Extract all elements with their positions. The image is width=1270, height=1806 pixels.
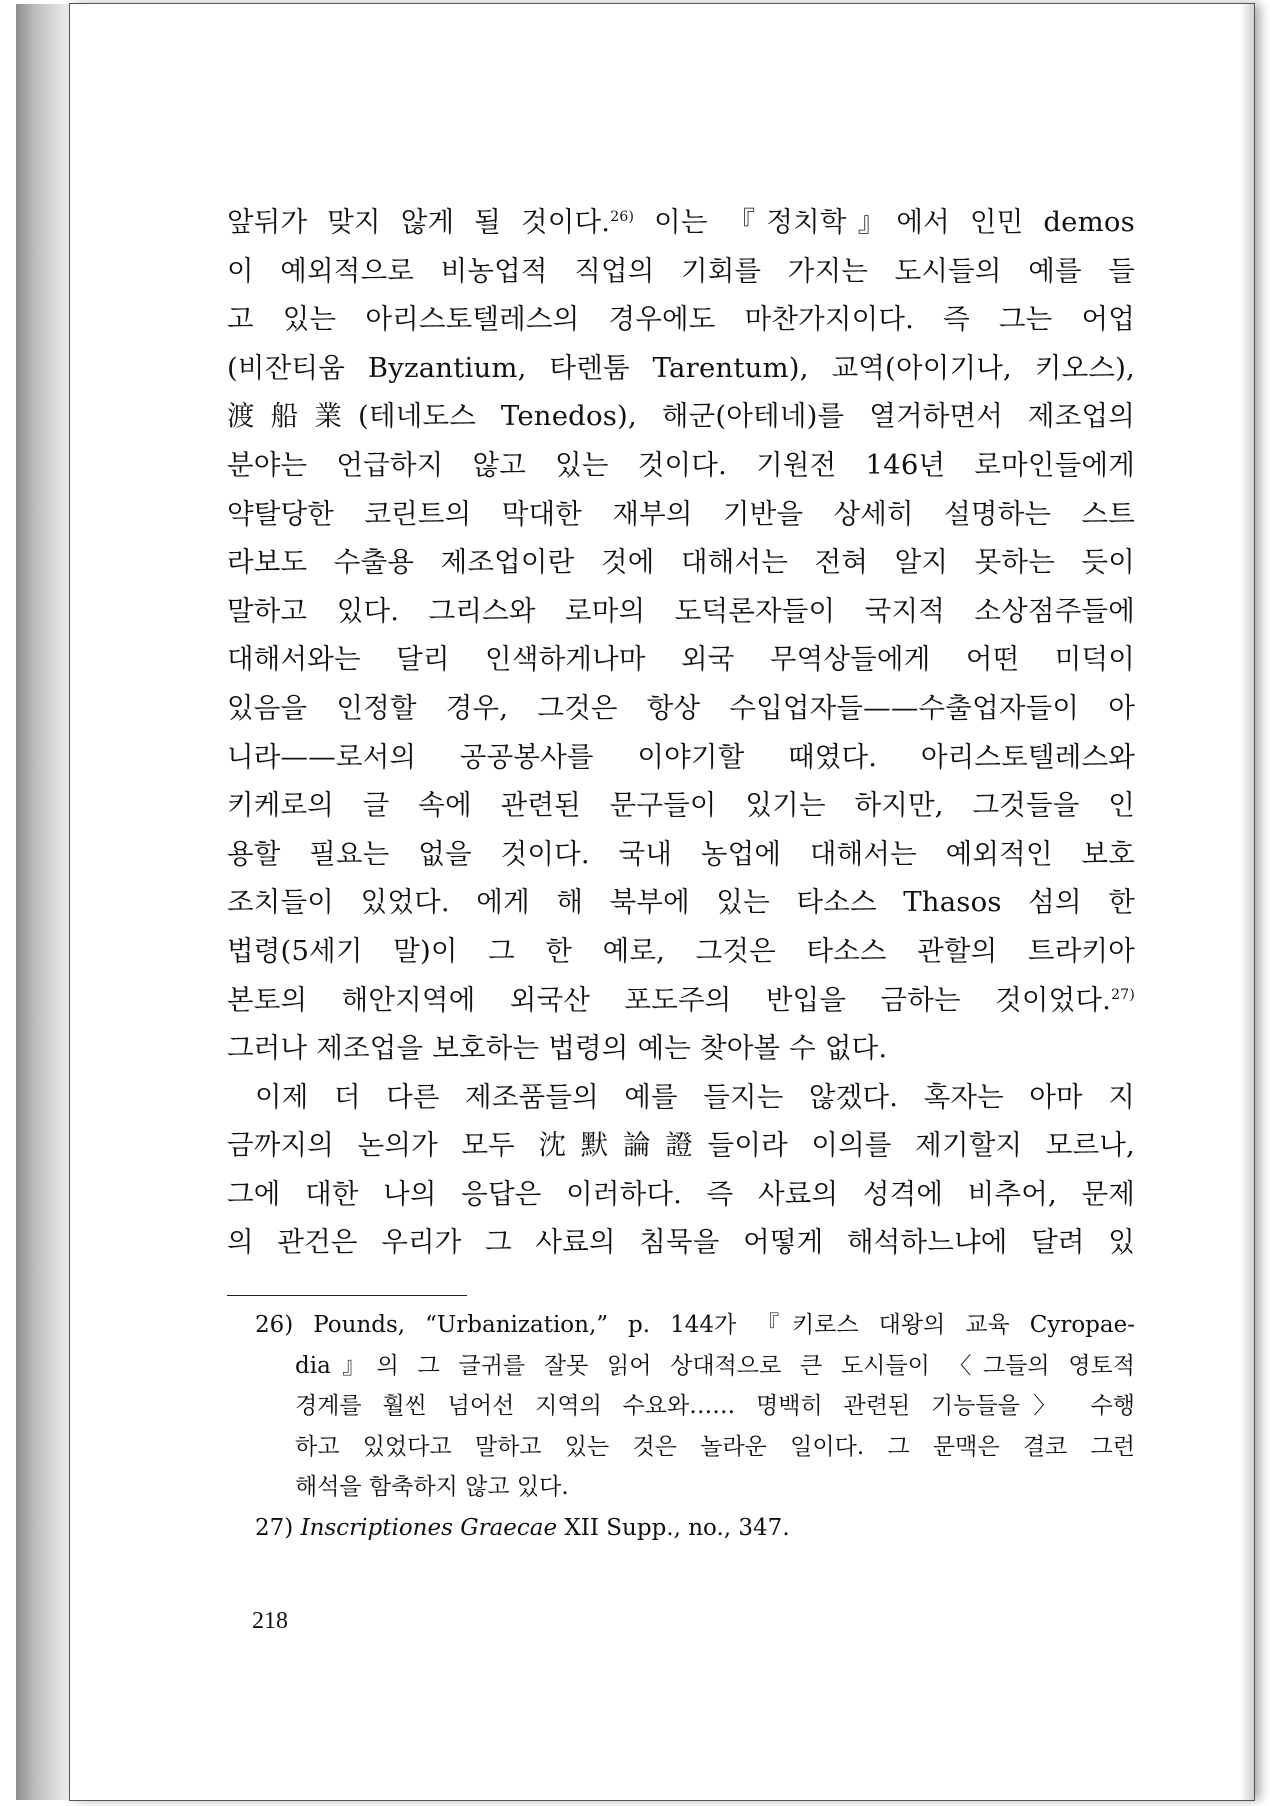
body-line: 라보도 수출용 제조업이란 것에 대해서는 전혀 알지 못하는 듯이 xyxy=(227,546,1135,579)
body-line: 있음을 인정할 경우, 그것은 항상 수입업자들——수출업자들이 아 xyxy=(227,691,1135,724)
body-line: 대해서와는 달리 인색하게나마 외국 무역상들에게 어떤 미덕이 xyxy=(227,643,1135,676)
footnote-ref-26[interactable]: 26) xyxy=(610,208,635,225)
footnotes xyxy=(227,1305,1135,1548)
body-line: 말하고 있다. 그리스와 로마의 도덕론자들이 국지적 소상점주들에 xyxy=(227,594,1135,627)
body-line: 용할 필요는 없을 것이다. 국내 농업에 대해서는 예외적인 보호 xyxy=(227,837,1135,870)
body-line: 고 있는 아리스토텔레스의 경우에도 마찬가지이다. 즉 그는 어업 xyxy=(227,303,1135,336)
footnote-26-line: 하고 있었다고 말하고 있는 것은 놀라운 일이다. 그 문맥은 결코 그런 xyxy=(295,1433,1135,1460)
body-line: (비잔티움 Byzantium, 타렌툼 Tarentum), 교역(아이기나, 키오스), xyxy=(227,351,1135,384)
body-line: 조치들이 있었다. 에게 해 북부에 있는 타소스 Thasos 섬의 한 xyxy=(227,886,1135,919)
body-line: 渡船業(테네도스 Tenedos), 해군(아테네)를 열거하면서 제조업의 xyxy=(227,400,1135,433)
page-number: 218 xyxy=(252,1608,288,1634)
body-line: 그에 대한 나의 응답은 이러하다. 즉 사료의 성격에 비추어, 문제 xyxy=(227,1177,1135,1210)
footnote-26-line: 경계를 훨씬 넘어선 지역의 수요와…… 명백히 관련된 기능들을〉 수행 xyxy=(295,1393,1135,1419)
footnote-ref-27[interactable]: 27) xyxy=(1111,986,1135,1003)
body-line: 약탈당한 코린트의 막대한 재부의 기반을 상세히 설명하는 스트 xyxy=(227,497,1135,530)
body-text xyxy=(227,198,1135,1267)
footnote-27: 27) Inscriptiones Graecae XII Supp., no., 347. xyxy=(255,1514,790,1541)
body-line: 본토의 해안지역에 외국산 포도주의 반입을 금하는 것이었다.$^{27)}$ xyxy=(227,983,1135,1016)
footnote-27-title: Inscriptiones Graecae xyxy=(300,1514,558,1541)
body-line: 금까지의 논의가 모두 沈默論證들이라 이의를 제기할지 모르나, xyxy=(227,1129,1135,1162)
body-line: 키케로의 글 속에 관련된 문구들이 있기는 하지만, 그것들을 인 xyxy=(227,789,1135,822)
body-line: 법령(5세기 말)이 그 한 예로, 그것은 타소스 관할의 트라키아 xyxy=(227,934,1135,967)
footnote-26-line: dia』의 그 글귀를 잘못 읽어 상대적으로 큰 도시들이 〈그들의 영토적 xyxy=(295,1352,1135,1379)
footnote-divider xyxy=(227,1295,467,1296)
body-line: 그러나 제조업을 보호하는 법령의 예는 찾아볼 수 없다. xyxy=(227,1032,888,1065)
body-line: 니라——로서의 공공봉사를 이야기할 때였다. 아리스토텔레스와 xyxy=(227,740,1135,773)
body-line: 의 관건은 우리가 그 사료의 침묵을 어떻게 해석하느냐에 달려 있 xyxy=(227,1226,1135,1259)
body-line: 이 예외적으로 비농업적 직업의 기회를 가지는 도시들의 예를 들 xyxy=(227,254,1135,287)
book-page-edge xyxy=(16,4,70,1800)
body-line: 분야는 언급하지 않고 있는 것이다. 기원전 146년 로마인들에게 xyxy=(227,448,1135,481)
page-shadow xyxy=(1240,4,1254,1800)
footnote-26-line: 해석을 함축하지 않고 있다. xyxy=(295,1474,569,1500)
body-line: 이제 더 다른 제조품들의 예를 들지는 않겠다. 혹자는 아마 지 xyxy=(255,1080,1135,1113)
body-line: 앞뒤가 맞지 않게 될 것이다.$^{26)}$ 이는 『정치학』에서 인민 demos xyxy=(227,206,1135,238)
footnote-26-line: 26) Pounds, “Urbanization,” p. 144가 『키로스 대왕의 교육 Cyropae- xyxy=(255,1312,1135,1338)
